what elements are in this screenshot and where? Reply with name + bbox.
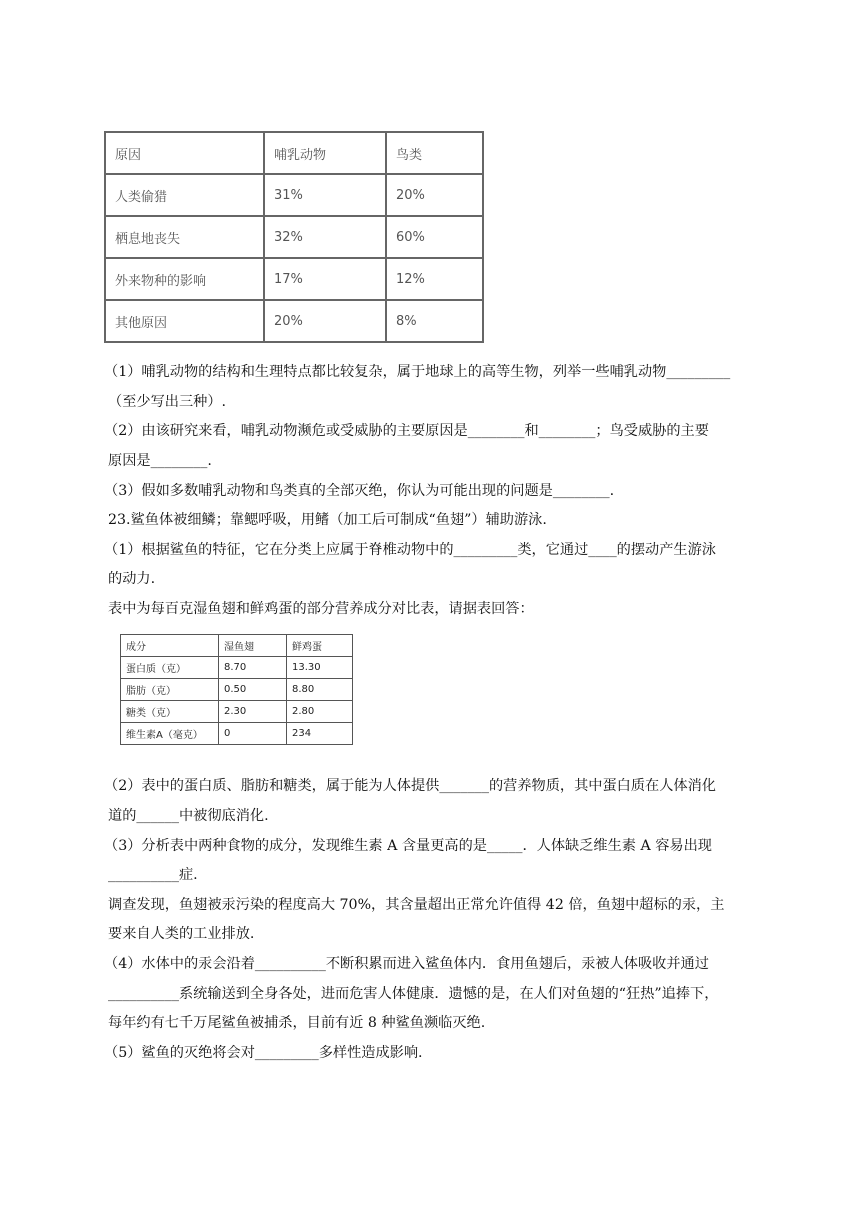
- table-header-row: [105, 132, 483, 174]
- table-cell: 外来物种的影响: [105, 258, 264, 300]
- question-23-part-3: （3）分析表中两种食物的成分，发现维生素 A 含量更高的是_____．人体缺乏维生素 A 容易出现: [104, 838, 712, 854]
- table-cell: 2.30: [219, 701, 287, 723]
- question-23-part-1-cont: 的动力.: [108, 571, 156, 587]
- question-23-part-1: （1）根据鲨鱼的特征，它在分类上应属于脊椎动物中的_________类，它通过____的摆动产生游泳: [104, 542, 716, 558]
- table-cell: 234: [287, 723, 353, 745]
- table-cell: 60%: [386, 216, 483, 258]
- table-row: [105, 258, 483, 300]
- table-cell: 哺乳动物: [264, 132, 386, 174]
- table-cell: 人类偷猎: [105, 174, 264, 216]
- table-row: [105, 216, 483, 258]
- table-row: [121, 701, 353, 723]
- table-cell: 脂肪（克）: [121, 679, 219, 701]
- table-cell: 2.80: [287, 701, 353, 723]
- table-cell: 8.80: [287, 679, 353, 701]
- question-1-part-3: （3）假如多数哺乳动物和鸟类真的全部灭绝，你认为可能出现的问题是________.: [104, 483, 615, 499]
- table-cell: 20%: [264, 300, 386, 342]
- table-cell: 鲜鸡蛋: [287, 635, 353, 657]
- question-1-part-1-cont: （至少写出三种）.: [108, 394, 227, 410]
- question-23-part-4: （4）水体中的汞会沿着__________不断积累而进入鲨鱼体内．食用鱼翅后，汞被人体吸收并通过: [104, 956, 709, 972]
- table-cell: 其他原因: [105, 300, 264, 342]
- table-cell: 栖息地丧失: [105, 216, 264, 258]
- table-row: [121, 679, 353, 701]
- table-cell: 32%: [264, 216, 386, 258]
- table-header-row: [121, 635, 353, 657]
- table-cell: 0.50: [219, 679, 287, 701]
- table-cell: 维生素A（毫克）: [121, 723, 219, 745]
- table-cell: 成分: [121, 635, 219, 657]
- threat-causes-table: [104, 131, 484, 343]
- question-1-part-1: （1）哺乳动物的结构和生理特点都比较复杂，属于地球上的高等生物，列举一些哺乳动物_________: [104, 364, 731, 380]
- table-cell: 12%: [386, 258, 483, 300]
- table-cell: 0: [219, 723, 287, 745]
- table-row: [121, 657, 353, 679]
- table-cell: 20%: [386, 174, 483, 216]
- question-23-part-3-cont: __________症.: [108, 867, 198, 883]
- table-cell: 31%: [264, 174, 386, 216]
- table-row: [105, 300, 483, 342]
- table-cell: 鸟类: [386, 132, 483, 174]
- table-cell: 17%: [264, 258, 386, 300]
- table-cell: 8%: [386, 300, 483, 342]
- table-cell: 8.70: [219, 657, 287, 679]
- table-row: [121, 723, 353, 745]
- question-23-part-4-cont: __________系统输送到全身各处，进而危害人体健康．遗憾的是，在人们对鱼翅的“狂热”追捧下，: [108, 986, 719, 1002]
- question-1-part-2: （2）由该研究来看，哺乳动物濒危或受威胁的主要原因是________和________；鸟受威胁的主要: [104, 423, 709, 439]
- survey-paragraph: 调查发现，鱼翅被汞污染的程度高大 70%，其含量超出正常允许值得 42 倍，鱼翅中超标的汞，主: [108, 897, 725, 913]
- table-cell: 湿鱼翅: [219, 635, 287, 657]
- table-cell: 原因: [105, 132, 264, 174]
- table-cell: 糖类（克）: [121, 701, 219, 723]
- table-cell: 13.30: [287, 657, 353, 679]
- question-23-stem: 23.鲨鱼体被细鳞；靠鳃呼吸，用鳍（加工后可制成“鱼翅”）辅助游泳.: [108, 512, 547, 528]
- table-intro: 表中为每百克湿鱼翅和鲜鸡蛋的部分营养成分对比表，请据表回答：: [108, 601, 534, 617]
- survey-paragraph-cont: 要来自人类的工业排放.: [108, 926, 255, 942]
- question-23-part-2: （2）表中的蛋白质、脂肪和糖类，属于能为人体提供_______的营养物质，其中蛋白质在人体消化: [104, 778, 716, 794]
- nutrition-table: [120, 634, 353, 745]
- table-cell: 蛋白质（克）: [121, 657, 219, 679]
- question-23-part-5: （5）鲨鱼的灭绝将会对_________多样性造成影响.: [104, 1045, 423, 1061]
- question-1-part-2-cont: 原因是________.: [108, 453, 212, 469]
- table-row: [105, 174, 483, 216]
- question-23-part-4-cont2: 每年约有七千万尾鲨鱼被捕杀，目前有近 8 种鲨鱼濒临灭绝.: [108, 1015, 486, 1031]
- question-23-part-2-cont: 道的______中被彻底消化.: [108, 808, 269, 824]
